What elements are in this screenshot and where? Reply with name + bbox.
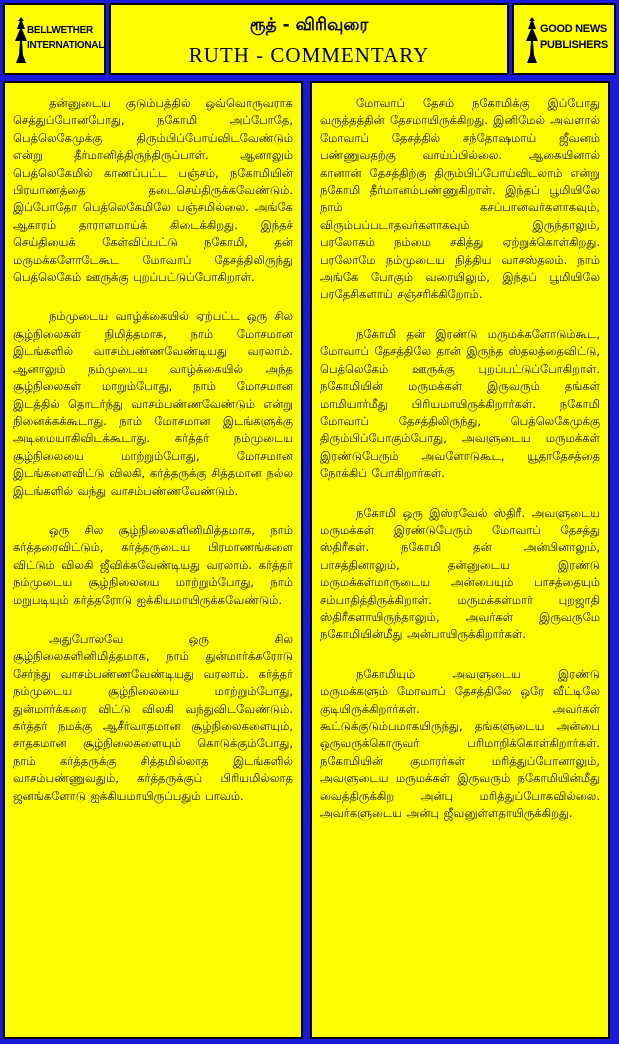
paragraph: நகோமியும் அவளுடைய இரண்டு மருமக்களும் மோவாப் தேசத்திலே ஒரே வீட்டிலே குடியிருக்கிறார்கள். அவர்கள் கூட்டுக்குடும்பமாகயிருந்து, தங்களுடைய அன்பை ஒருவருக்கொருவர் பரிமாறிக்கொள்கிறார்கள். நகோமியின் குமாரர்கள் மரித்துப்போனாலும், அவளுடைய மருமக்கள் இருவரும் நகோமியின்மீது வைத்திருக்கிற அன்பு மரித்துப்போகவில்லை. அவர்களுடைய அன்பு ஜீவனுள்ளதாயிருக்கிறது. (320, 666, 600, 821)
paragraph: நகோமி தன் இரண்டு மருமக்களோடும்கூட, மோவாப் தேசத்திலே தான் இருந்த ஸ்தலத்தைவிட்டு, பெத்லெகேம் ஊருக்கு புறப்பட்டுப்போகிறாள். நகோமியின் மருமக்கள் இருவரும் தங்கள் மாமியார்மீது பிரியமாயிருக்கிறார்கள். நகோமி மோவாப் தேசத்திலிருந்து, பெத்லெகேமுக்கு திரும்பிப்போகும்போது, அவளுடைய மருமக்கள் இரண்டுபேரும் அவளோடுகூட, யூதாதேசத்தை நோக்கிப் போகிறார்கள். (320, 326, 600, 481)
page-header (0, 0, 619, 78)
logo-text (27, 23, 104, 53)
good-news-logo (512, 3, 616, 75)
paragraph: நகோமி ஒரு இஸ்ரவேல் ஸ்திரீ. அவளுடைய மருமக்கள் இரண்டுபேரும் மோவாப் தேசத்து ஸ்திரீகள். நகோமி தன் அன்பினாலும், பாசத்தினாலும், தன்னுடைய இரண்டு மருமக்கள்மாருடைய அன்பையும் பாசத்தையும் சம்பாதித்திருக்கிறாள். மருமக்கள்மார் புறஜாதி ஸ்திரீகளாயிருந்தாலும், அவர்கள் இருவருமே நகோமியின்மீது அன்பாயிருக்கிறார்கள். (320, 505, 600, 642)
paragraph: மோவாப் தேசம் நகோமிக்கு இப்போது வருத்தத்தின் தேசமாயிருக்கிறது. இனிமேல் அவளால் மோவாப் தேசத்தில் சந்தோஷமாய் ஜீவனம் பண்ணுவதற்கு வாய்ப்பில்லை. ஆகையினால் கானான் தேசத்திற்கு திரும்பிப்போய்விடலாம் என்று நகோமி தீர்மானம்பண்ணுகிறாள். இந்தப் பூமியிலே நாம் கசப்பானவர்களாகவும், விரும்பப்படாதவர்களாகவும் இருந்தாலும், பரலோகம் நம்மை சகித்து ஏற்றுக்கொள்கிறது. பரலோமே நம்முடைய நித்திய வாசஸ்தலம். நாம் அங்கே போகும் வரையிலும், இந்தப் பூமியிலே பரதேசிகளாய் சஞ்சரிக்கிறோம். (320, 96, 600, 302)
paragraph: அதுபோலவே ஒரு சில சூழ்நிலைகளினிமித்தமாக, நாம் துன்மார்க்கரோடு சேர்ந்து வாசம்பண்ணவேண்டியது வரலாம். கர்த்தர் நம்முடைய சூழ்நிலையை மாற்றும்போது, துன்மார்க்கரை விட்டு விலகி வந்துவிடவேண்டும். கர்த்தர் நமக்கு ஆசீர்வாதமான சூழ்நிலைகளையும், சாதகமான சூழ்நிலைகளையும் கொடுக்கும்போது, நாம் கர்த்தருக்கு சித்தமில்லாத இடங்களில் வாசம்பண்ணுவதும், கர்த்தருக்குப் பிரியமில்லாத ஜனங்களோடு ஐக்கியமாயிருப்பதும் பாவம். (13, 631, 293, 803)
logo-line2: PUBLISHERS (540, 39, 608, 51)
logo-line2: INTERNATIONAL (27, 40, 105, 51)
english-title: RUTH - COMMENTARY (188, 43, 430, 67)
tamil-title: ரூத் - விரிவுரை (249, 15, 369, 35)
logo-line1: GOOD NEWS (540, 23, 607, 35)
logo-text (540, 21, 608, 53)
bellwether-logo (3, 3, 106, 75)
paragraph: தன்னுடைய குடும்பத்தில் ஒவ்வொருவராக செத்துப்போனபோது, நகோமி அப்போதே, பெத்லெகேமுக்கு திரும்பிப்போய்விடவேண்டும் என்று தீர்மானித்திருந்திருப்பாள். ஆனாலும் பெத்லெகேமில் காணப்பட்ட பஞ்சம், நகோமியின் பிரயாணத்தை தடைசெய்திருக்கவேண்டும். இப்போதோ பெத்லெகேமிலே பஞ்சமில்லை. அங்கே ஆகாரம் தாராளமாய்க் கிடைக்கிறது. இந்தச் செய்தியைக் கேள்விப்பட்டு நகோமி, தன் மருமக்களோடேகூட மோவாப் தேசத்திலிருந்து பெத்லெகேம் ஊருக்கு புறப்பட்டுப்போகிறாள். (13, 96, 293, 285)
title-box (109, 3, 509, 75)
paragraph: நம்முடைய வாழ்க்கையில் ஏற்பட்ட ஒரு சில சூழ்நிலைகள் நிமித்தமாக, நாம் மோசமான இடங்களில் வாசம்பண்ணவேண்டியது வரலாம். ஆனாலும் நம்முடைய வாழ்க்கையில் அந்த சூழ்நிலைகள் மாறும்போது, நாம் மோசமான இடத்தில் தொடர்ந்து வாசம்பண்ணவேண்டும் என்று நினைக்கக்கூடாது. நாம் மோசமான இடங்களுக்கு அடிமையாகிவிடக்கூடாது. கர்த்தர் நம்முடைய சூழ்நிலையை மாற்றும்போது, மோசமான இடங்களைவிட்டு விலகி, கர்த்தருக்கு சித்தமான நல்ல இடங்களில் வந்து வாசம்பண்ணவேண்டும். (13, 309, 293, 498)
left-column (3, 81, 303, 1039)
paragraph: ஒரு சில சூழ்நிலைகளினிமித்தமாக, நாம் கர்த்தரைவிட்டும், கர்த்தருடைய பிரமாணங்களை விட்டும் விலகி ஜீவிக்கவேண்டியது வரலாம். கர்த்தர் நம்முடைய சூழ்நிலையை மாற்றும்போது, நாம் மறுபடியும் கர்த்தரோடு ஐக்கியமாயிருக்கவேண்டும். (13, 522, 293, 607)
logo-line1: BELLWETHER (27, 25, 93, 36)
right-column (310, 81, 610, 1039)
